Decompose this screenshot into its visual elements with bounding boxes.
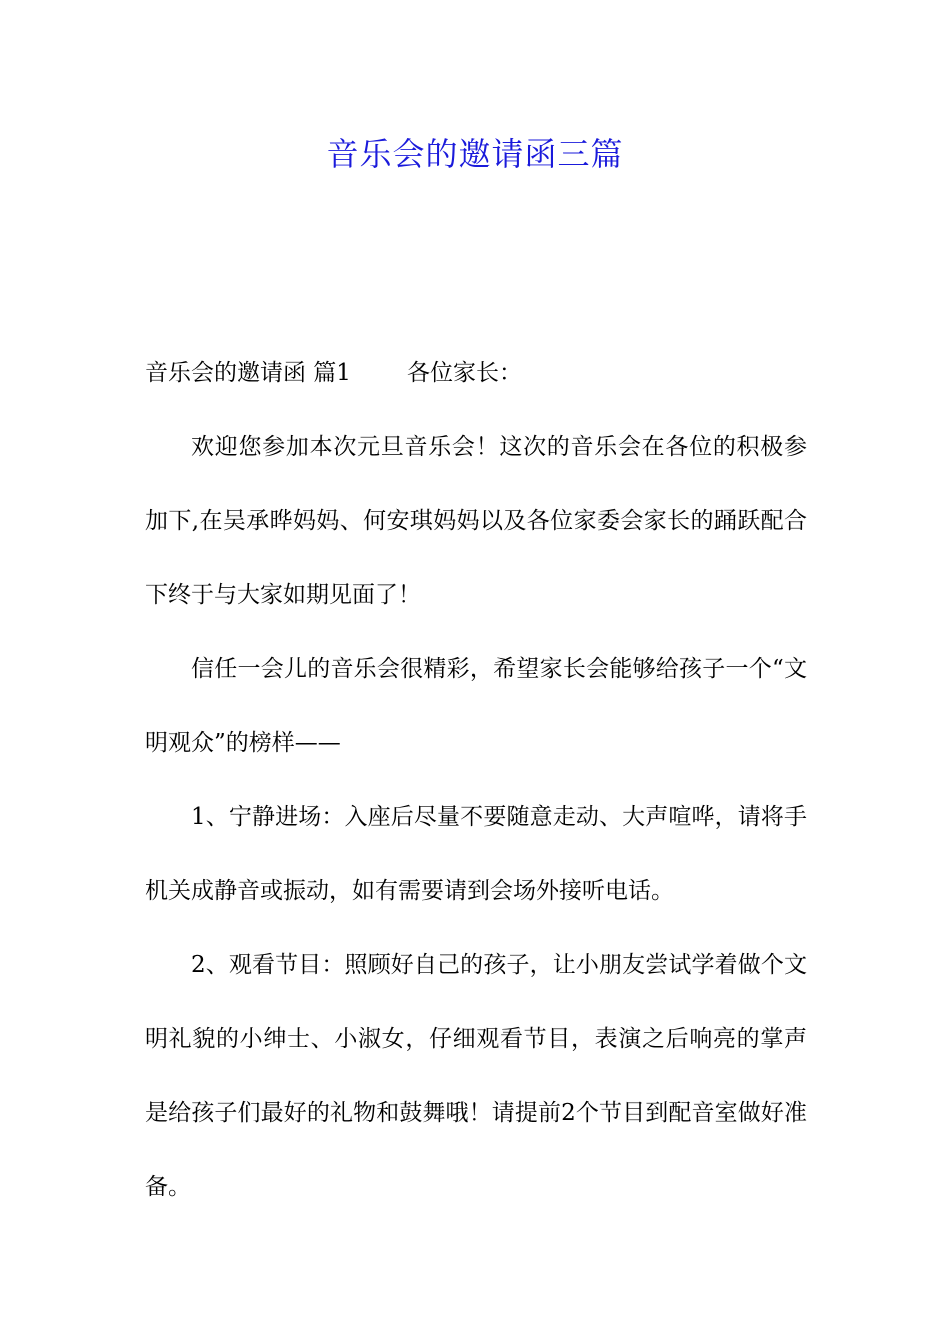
document-title: 音乐会的邀请函三篇 — [326, 135, 624, 173]
heading-line — [145, 336, 807, 410]
paragraph-welcome: 欢迎您参加本次元旦音乐会！这次的音乐会在各位的积极参加下,在吴承晔妈妈、何安琪妈妈以及各位家委会家长的踊跃配合下终于与大家如期见面了！ — [145, 434, 807, 608]
paragraph-watch-show: 2、观看节目：照顾好自己的孩子，让小朋友尝试学着做个文明礼貌的小绅士、小淑女，仔细观看节目，表演之后响亮的掌声是给孩子们最好的礼物和鼓舞哦！请提前2个节目到配音室做好准备。 — [145, 952, 807, 1200]
section-heading: 音乐会的邀请函 篇1 — [145, 360, 351, 386]
document-body — [145, 336, 807, 1224]
paragraph-quiet-entry: 1、宁静进场：入座后尽量不要随意走动、大声喧哗，请将手机关成静音或振动，如有需要请到会场外接听电话。 — [145, 804, 807, 904]
salutation: 各位家长： — [406, 360, 522, 386]
paragraph-audience: 信任一会儿的音乐会很精彩，希望家长会能够给孩子一个“文明观众”的榜样—— — [145, 656, 807, 756]
